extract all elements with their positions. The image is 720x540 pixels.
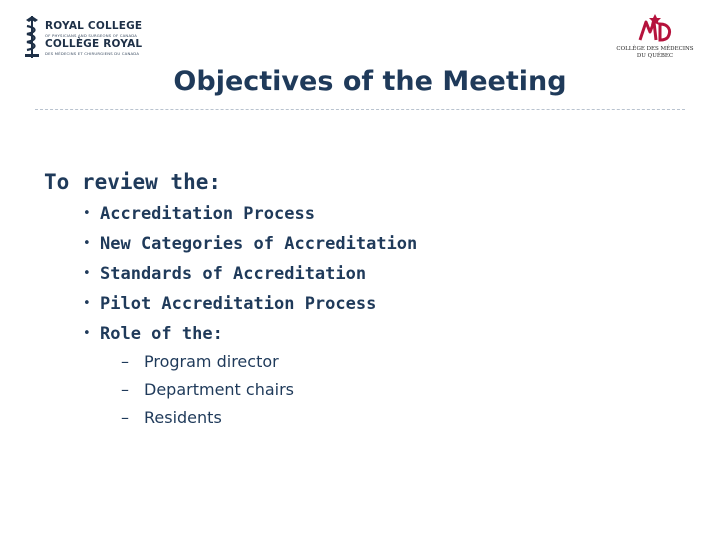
logo-subline-english: OF PHYSICIANS AND SURGEONS OF CANADA — [45, 33, 138, 38]
bullet-icon: • — [83, 326, 91, 341]
title-divider — [35, 109, 685, 110]
bullet-text: Role of the: — [100, 324, 223, 344]
dash-icon: – — [121, 380, 129, 399]
sub-bullet-text: Residents — [144, 408, 222, 427]
intro-text: To review the: — [44, 170, 222, 194]
dash-icon: – — [121, 408, 129, 427]
sub-bullet-text: Program director — [144, 352, 279, 371]
cmq-logo — [612, 12, 698, 72]
bullet-icon: • — [83, 266, 91, 281]
royal-college-logo — [22, 14, 162, 62]
bullet-text: Pilot Accreditation Process — [100, 294, 377, 314]
logo-line-college-royal: COLLÈGE ROYAL — [45, 38, 143, 50]
cmq-logo-line2: DU QUÉBEC — [636, 53, 674, 59]
bullet-icon: • — [83, 296, 91, 311]
logo-subline-french: DES MÉDECINS ET CHIRURGIENS DU CANADA — [45, 51, 140, 56]
bullet-text: Standards of Accreditation — [100, 264, 367, 284]
dash-icon: – — [121, 352, 129, 371]
bullet-text: New Categories of Accreditation — [100, 234, 418, 254]
cmq-mark-icon — [638, 12, 674, 42]
caduceus-emblem-icon — [22, 14, 42, 60]
bullet-icon: • — [83, 236, 91, 251]
slide-title: Objectives of the Meeting — [173, 66, 567, 97]
bullet-icon: • — [83, 206, 91, 221]
bullet-text: Accreditation Process — [100, 204, 315, 224]
logo-line-royal-college: ROYAL COLLEGE — [45, 20, 143, 32]
sub-bullet-text: Department chairs — [144, 380, 295, 399]
cmq-logo-line1: COLLÈGE DES MÉDECINS — [616, 46, 694, 52]
